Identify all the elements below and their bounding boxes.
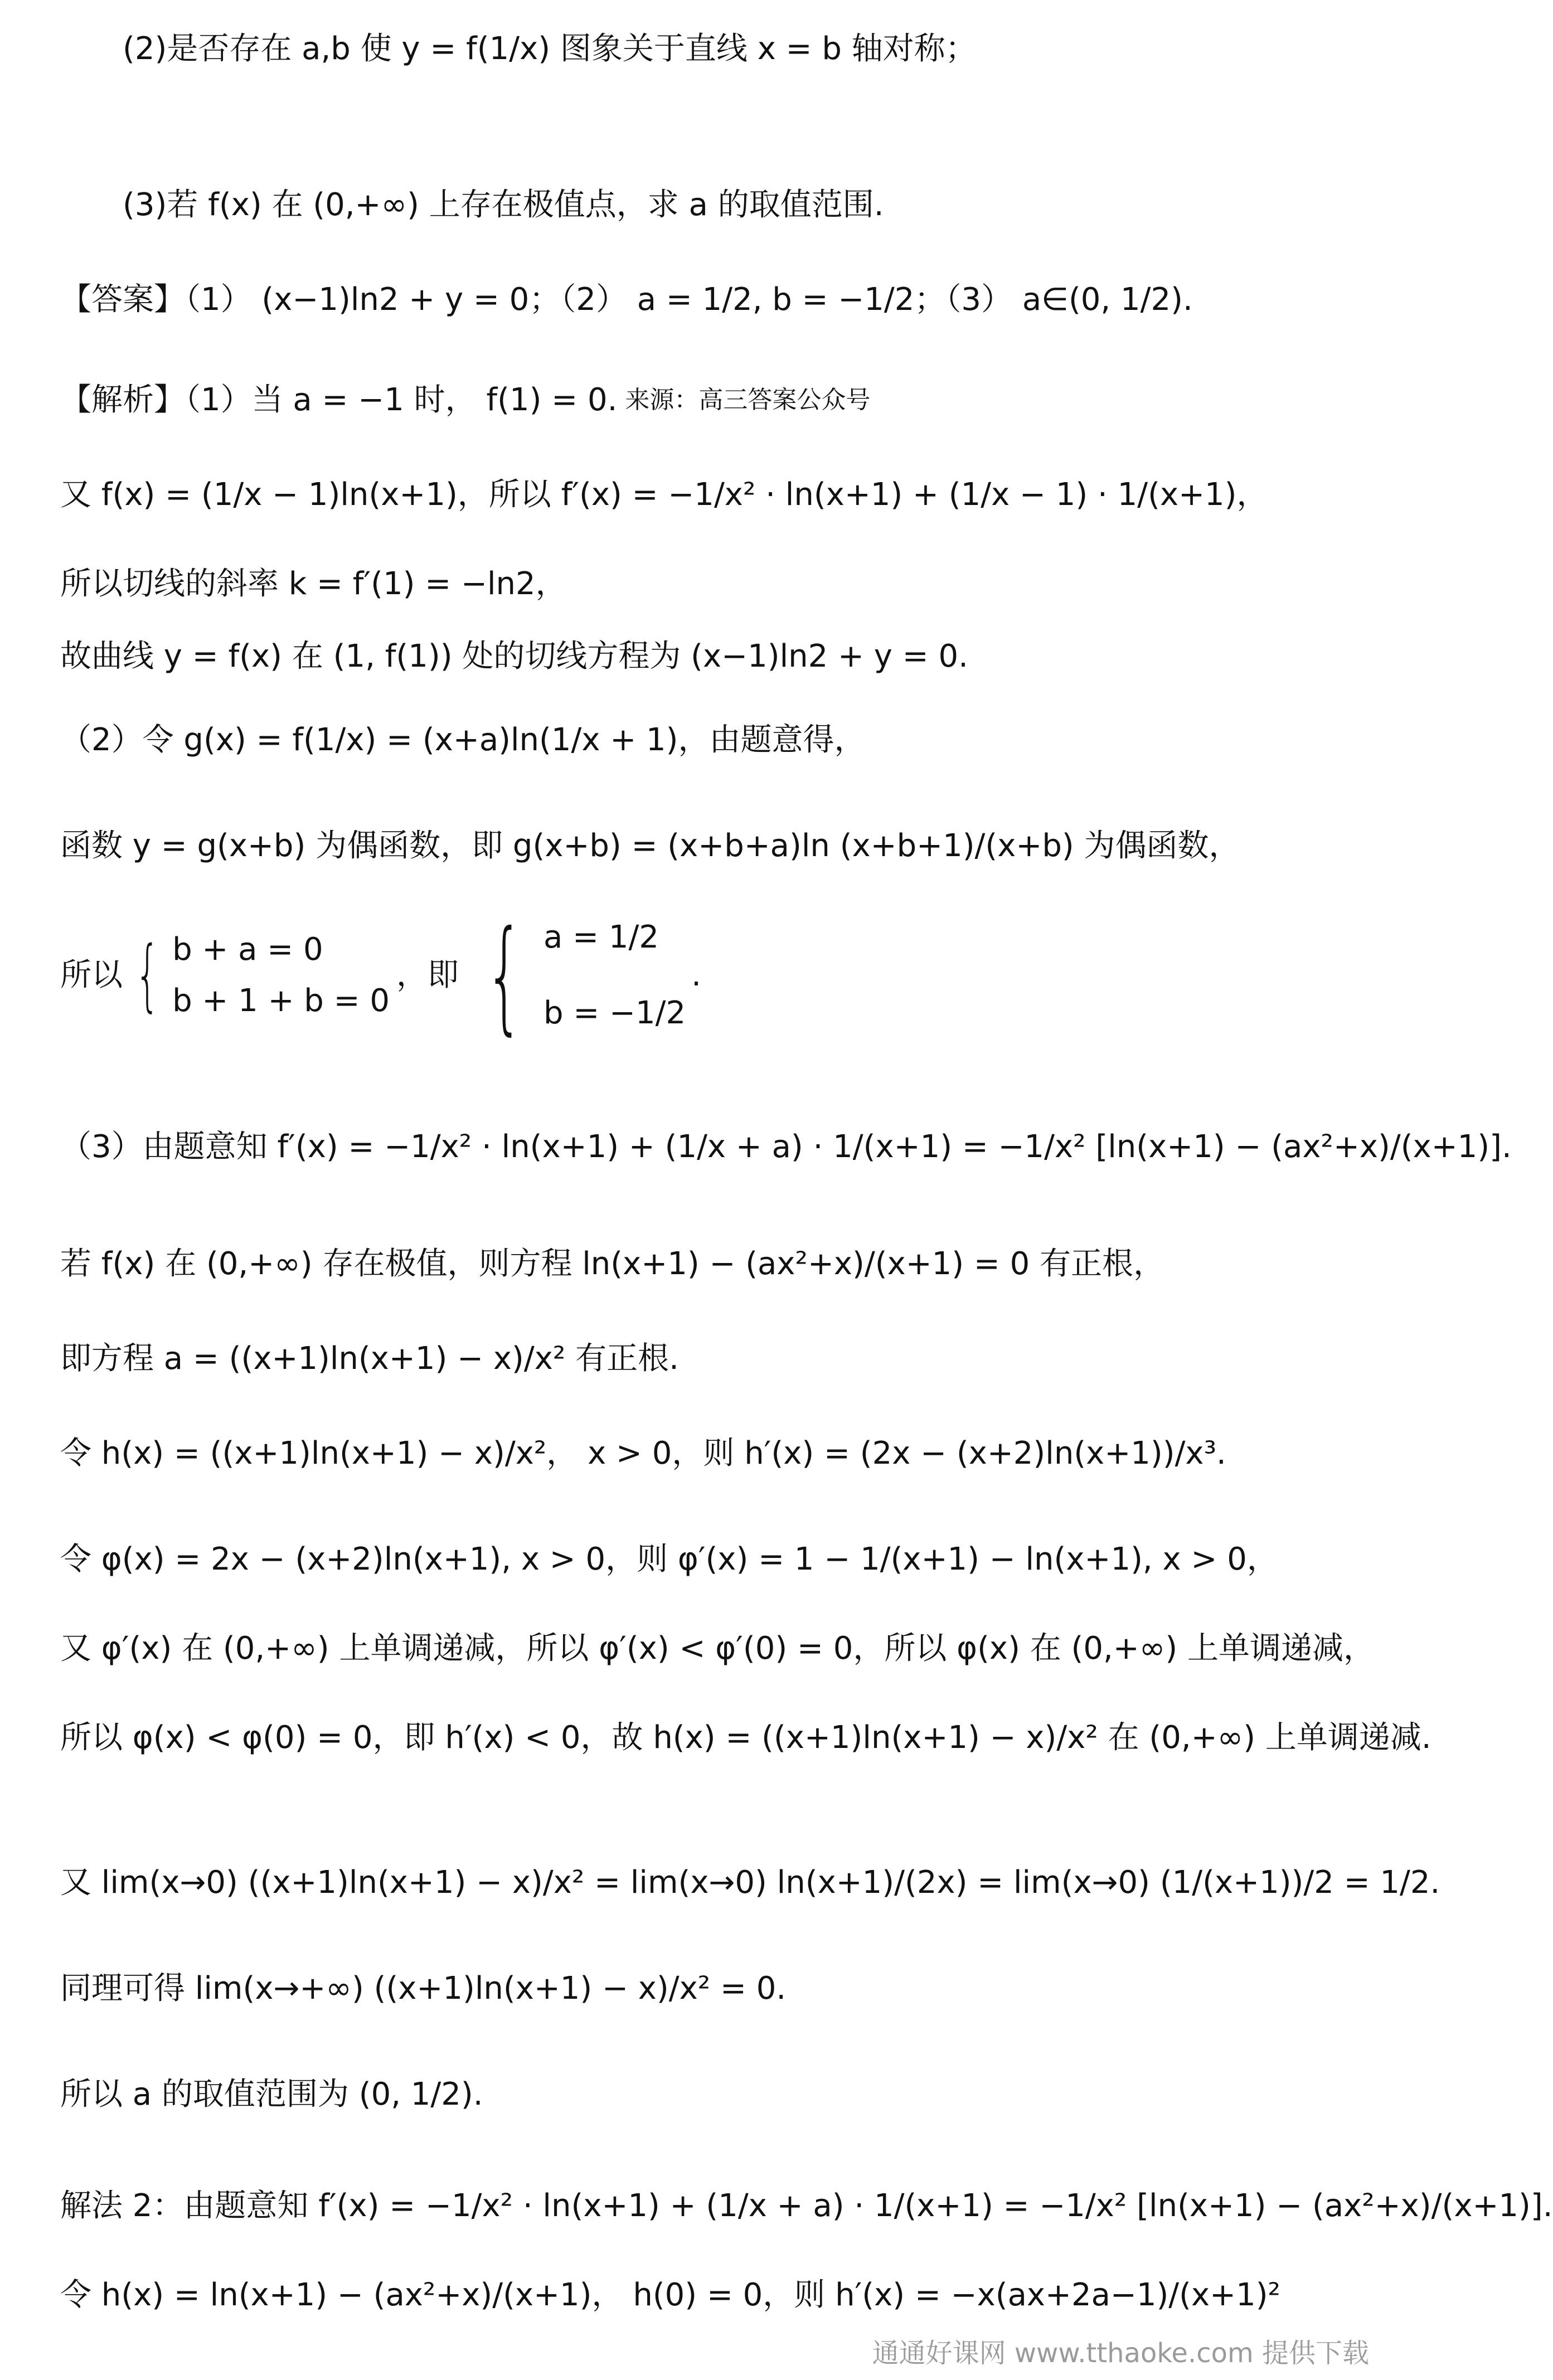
line-20: 所以 a 的取值范围为 (0, 1/2).: [60, 2076, 483, 2112]
system-1-row-2: b + 1 + b = 0: [172, 983, 390, 1019]
source-note: 来源：高三答案公众号: [625, 386, 871, 414]
line-15: 令 φ(x) = 2x − (x+2)ln(x+1), x > 0，则 φ′(x) = 1 − 1/(x+1) − ln(x+1), x > 0，: [60, 1541, 1278, 1577]
brace-1: {: [135, 930, 160, 1021]
line-17: 所以 φ(x) < φ(0) = 0，即 h′(x) < 0，故 h(x) = ((x+1)ln(x+1) − x)/x² 在 (0,+∞) 上单调递减.: [60, 1720, 1431, 1756]
line-14: 令 h(x) = ((x+1)ln(x+1) − x)/x²， x > 0，则 h′(x) = (2x − (x+2)ln(x+1))/x³.: [60, 1435, 1226, 1471]
line-11: （3）由题意知 f′(x) = −1/x² · ln(x+1) + (1/x + a) · 1/(x+1) = −1/x² [ln(x+1) − (ax²+x)/(x+1)].: [60, 1129, 1512, 1165]
watermark: 通通好课网 www.tthaoke.com 提供下载: [872, 2338, 1369, 2369]
system-1-row-1: b + a = 0: [172, 931, 323, 968]
line-13: 即方程 a = ((x+1)ln(x+1) − x)/x² 有正根.: [60, 1340, 679, 1377]
answer-line: 【答案】（1） (x−1)ln2 + y = 0；（2） a = 1/2, b = −1/2；（3） a∈(0, 1/2).: [60, 281, 1193, 318]
line-16: 又 φ′(x) 在 (0,+∞) 上单调递减，所以 φ′(x) < φ′(0) = 0，所以 φ(x) 在 (0,+∞) 上单调递减，: [60, 1630, 1375, 1667]
line-19: 同理可得 lim(x→+∞) ((x+1)ln(x+1) − x)/x² = 0.: [60, 1970, 787, 2007]
line-5: 又 f(x) = (1/x − 1)ln(x+1)，所以 f′(x) = −1/x² · ln(x+1) + (1/x − 1) · 1/(x+1)，: [60, 477, 1268, 513]
line-10-lead: 所以: [60, 957, 123, 993]
analysis-text: 【解析】（1）当 a = −1 时， f(1) = 0.: [60, 382, 618, 418]
system-2-row-2: b = −1/2: [543, 995, 686, 1031]
system-1: [123, 930, 390, 1021]
system-2-row-1: a = 1/2: [543, 919, 659, 955]
line-10: [60, 904, 701, 1047]
analysis-line: [60, 382, 871, 418]
line-6: 所以切线的斜率 k = f′(1) = −ln2，: [60, 566, 567, 602]
system-2: [465, 904, 686, 1047]
line-9: 函数 y = g(x+b) 为偶函数，即 g(x+b) = (x+b+a)ln (x+b+1)/(x+b) 为偶函数，: [60, 828, 1240, 864]
q2-line: (2)是否存在 a,b 使 y = f(1/x) 图象关于直线 x = b 轴对称；: [123, 31, 977, 67]
line-7: 故曲线 y = f(x) 在 (1, f(1)) 处的切线方程为 (x−1)ln2 + y = 0.: [60, 638, 968, 674]
q3-line: (3)若 f(x) 在 (0,+∞) 上存在极值点，求 a 的取值范围.: [123, 187, 884, 223]
line-22: 令 h(x) = ln(x+1) − (ax²+x)/(x+1)， h(0) = 0，则 h′(x) = −x(ax+2a−1)/(x+1)²: [60, 2277, 1281, 2313]
line-10-mid: ，即: [396, 957, 459, 993]
brace-2: {: [484, 904, 524, 1047]
line-21: 解法 2：由题意知 f′(x) = −1/x² · ln(x+1) + (1/x + a) · 1/(x+1) = −1/x² [ln(x+1) − (ax²+x)/(x+1)].: [60, 2188, 1553, 2224]
line-18: 又 lim(x→0) ((x+1)ln(x+1) − x)/x² = lim(x→0) ln(x+1)/(2x) = lim(x→0) (1/(x+1))/2 = 1/2.: [60, 1864, 1440, 1901]
line-10-end: .: [691, 957, 701, 993]
line-8: （2）令 g(x) = f(1/x) = (x+a)ln(1/x + 1)，由题意得，: [60, 722, 866, 758]
line-12: 若 f(x) 在 (0,+∞) 存在极值，则方程 ln(x+1) − (ax²+x)/(x+1) = 0 有正根，: [60, 1246, 1165, 1282]
